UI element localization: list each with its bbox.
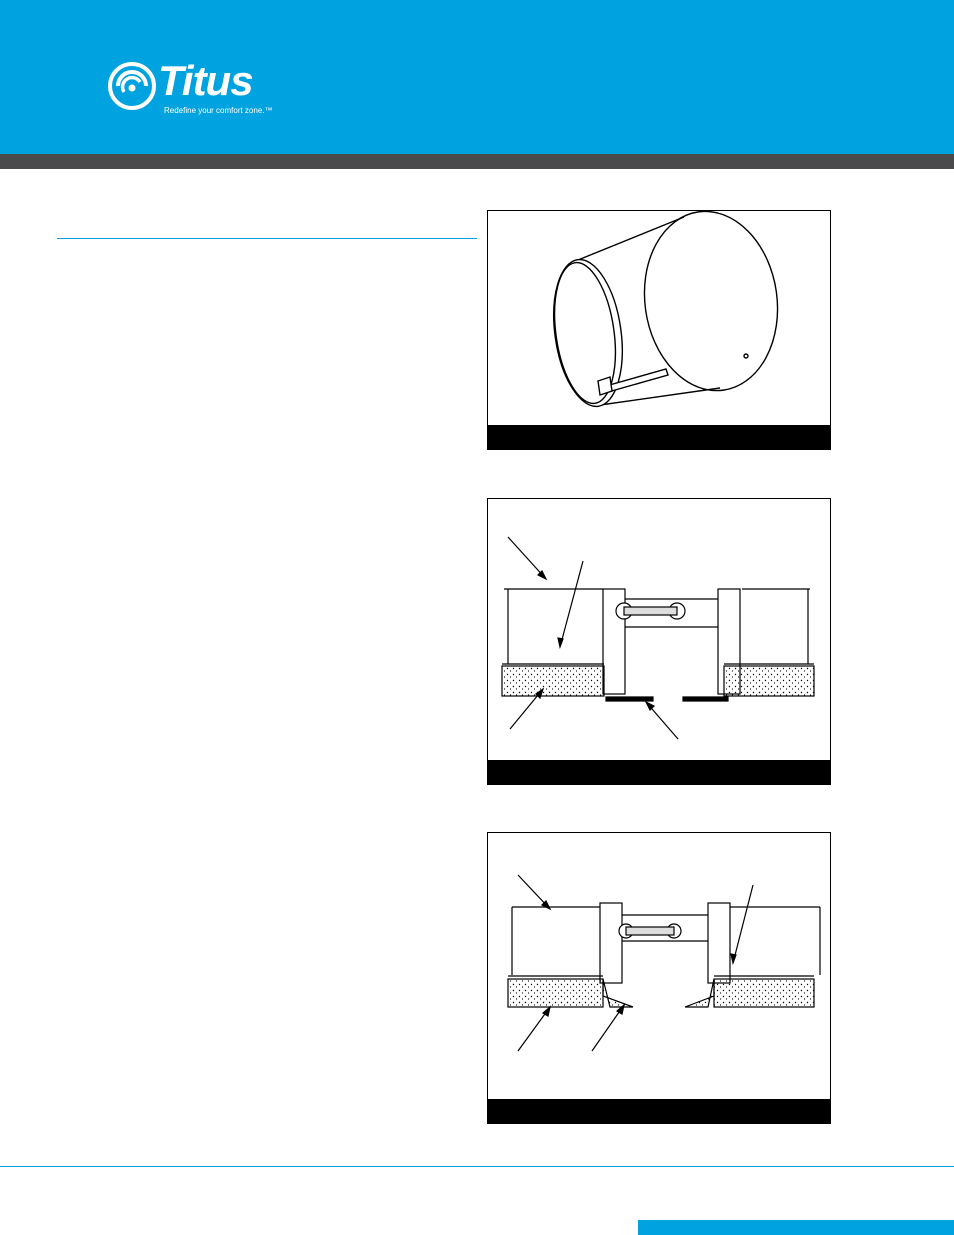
figure-ceiling-section [487, 498, 831, 785]
oval-damper-icon [488, 211, 830, 425]
figure-caption-bar [488, 760, 830, 784]
swirl-icon [108, 62, 156, 110]
footer-rule [0, 1166, 954, 1167]
section-rule [57, 238, 477, 239]
figure-damper [487, 210, 831, 450]
ceiling-section-icon [488, 499, 830, 761]
brand-logo[interactable] [108, 58, 288, 122]
header-band [0, 154, 954, 169]
brand-name: Titus [158, 57, 253, 104]
header-banner [0, 0, 954, 154]
brand-tagline: Redefine your comfort zone.™ [164, 106, 273, 115]
figure-caption-bar [488, 425, 830, 449]
ceiling-section-beveled-icon [488, 833, 830, 1099]
figure-ceiling-section-beveled [487, 832, 831, 1124]
figure-caption-bar [488, 1099, 830, 1123]
footer-accent-bar [638, 1220, 954, 1235]
